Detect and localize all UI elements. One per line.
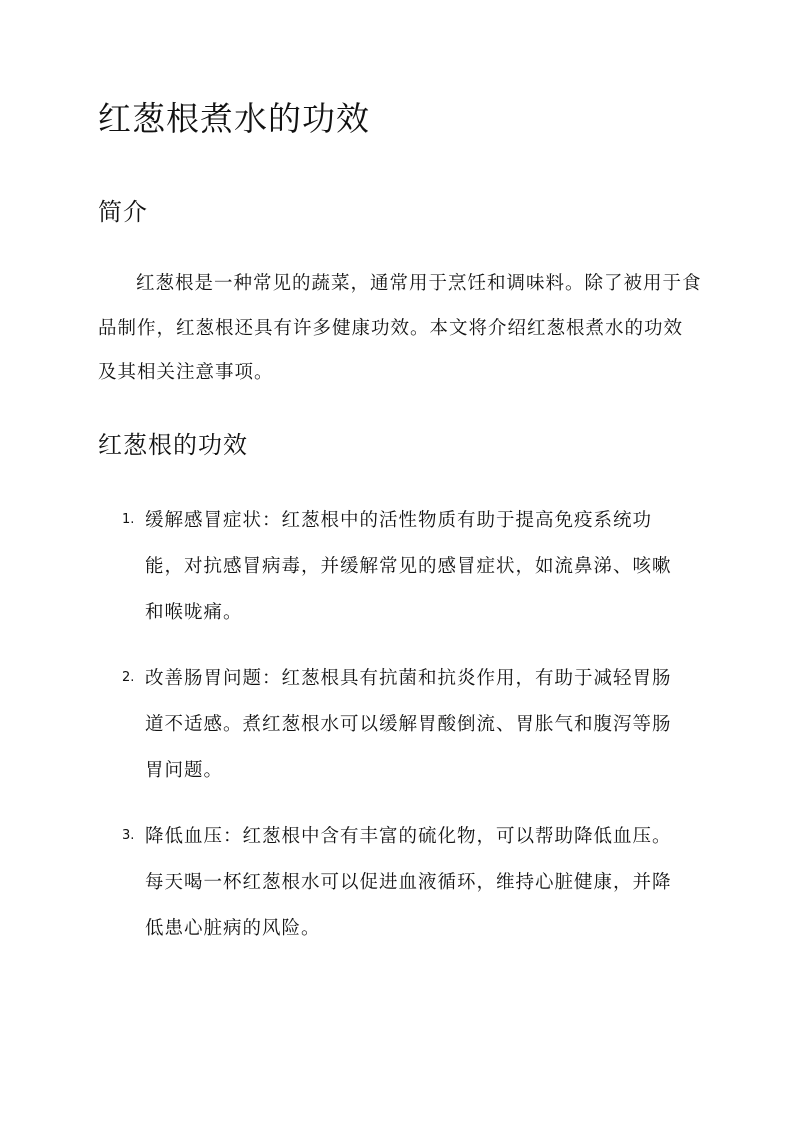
list-item-number: 3. xyxy=(122,828,135,843)
document-title: 红葱根煮水的功效 xyxy=(98,99,370,138)
list-item-number: 2. xyxy=(122,670,135,685)
list-item-number: 1. xyxy=(122,512,135,527)
list-item-text: 降低血压：红葱根中含有丰富的硫化物，可以帮助降低血压。每天喝一杯红葱根水可以促进血液循环，维持心脏健康，并降低患心脏病的风险。 xyxy=(145,826,672,939)
list-item-text: 改善肠胃问题：红葱根具有抗菌和抗炎作用，有助于减轻胃肠道不适感。煮红葱根水可以缓解胃酸倒流、胃胀气和腹泻等肠胃问题。 xyxy=(145,668,672,781)
benefits-heading: 红葱根的功效 xyxy=(98,431,248,459)
intro-paragraph: 红葱根是一种常见的蔬菜，通常用于烹饪和调味料。除了被用于食品制作，红葱根还具有许多健康功效。本文将介绍红葱根煮水的功效及其相关注意事项。 xyxy=(98,273,702,383)
list-item-text: 缓解感冒症状：红葱根中的活性物质有助于提高免疫系统功能，对抗感冒病毒，并缓解常见的感冒症状，如流鼻涕、咳嗽和喉咙痛。 xyxy=(145,510,672,623)
intro-heading: 简介 xyxy=(98,198,148,226)
